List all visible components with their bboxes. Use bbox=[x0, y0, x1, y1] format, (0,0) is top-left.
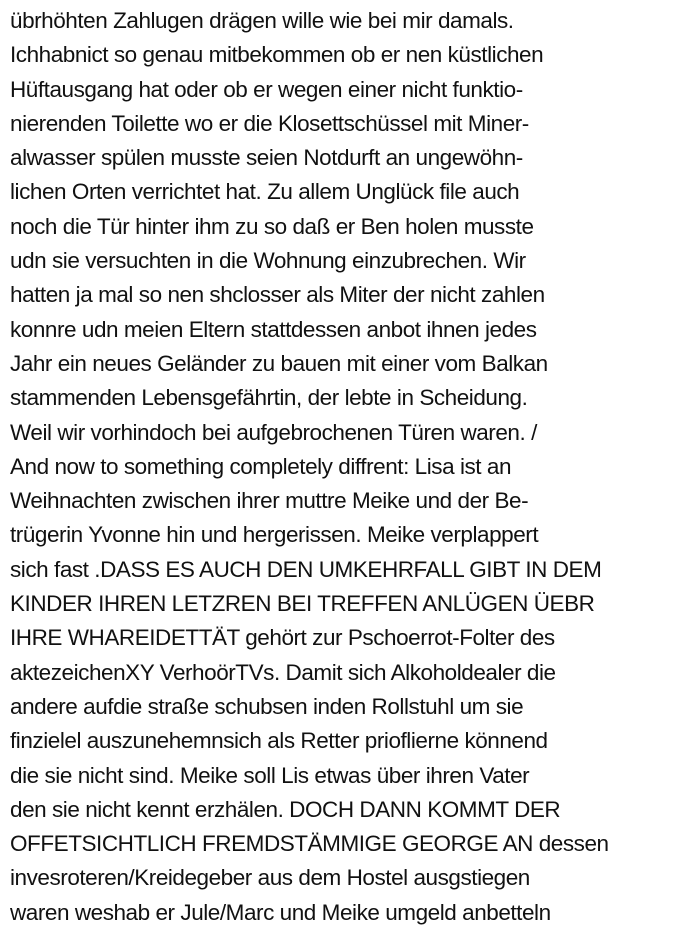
text-line: trügerin Yvonne hin und hergerissen. Meike verplappert bbox=[10, 522, 539, 548]
text-line: die sie nicht sind. Meike soll Lis etwas über ihren Vater bbox=[10, 762, 530, 788]
text-line: Weihnachten zwischen ihrer muttre Meike und der Be- bbox=[10, 488, 529, 514]
text-line: stammenden Lebensgefährtin, der lebte in Scheidung. bbox=[10, 385, 528, 411]
body-text bbox=[10, 4, 682, 930]
text-line: And now to something completely diffrent: Lisa ist an bbox=[10, 453, 512, 479]
text-line: sich fast .DASS ES AUCH DEN UMKEHRFALL GIBT IN DEM bbox=[10, 556, 602, 582]
text-line: andere aufdie straße schubsen inden Rollstuhl um sie bbox=[10, 693, 524, 719]
text-line: invesroteren/Kreidegeber aus dem Hostel ausgstiegen bbox=[10, 865, 530, 891]
text-line: übrhöhten Zahlugen drägen wille wie bei mir damals. bbox=[10, 8, 514, 33]
text-line: Hüftausgang hat oder ob er wegen einer nicht funktio- bbox=[10, 76, 523, 102]
text-line: noch die Tür hinter ihm zu so daß er Ben holen musste bbox=[10, 213, 534, 239]
text-line: Ichhabnict so genau mitbekommen ob er nen küstlichen bbox=[10, 42, 544, 68]
text-line: udn sie versuchten in die Wohnung einzubrechen. Wir bbox=[10, 248, 526, 274]
text-line: Weil wir vorhindoch bei aufgebrochenen Türen waren. / bbox=[10, 419, 537, 445]
text-line: konnre udn meien Eltern stattdessen anbot ihnen jedes bbox=[10, 316, 537, 342]
text-line: alwasser spülen musste seien Notdurft an ungewöhn- bbox=[10, 145, 523, 171]
text-line: OFFETSICHTLICH FREMDSTÄMMIGE GEORGE AN dessen bbox=[10, 831, 609, 857]
text-line: Jahr ein neues Geländer zu bauen mit einer vom Balkan bbox=[10, 350, 548, 376]
text-line: finzielel auszunehemnsich als Retter prioflierne könnend bbox=[10, 728, 548, 754]
text-line: KINDER IHREN LETZREN BEI TREFFEN ANLÜGEN ÜEBR bbox=[10, 591, 595, 617]
text-line: waren weshab er Jule/Marc und Meike umgeld anbetteln bbox=[10, 899, 551, 925]
text-line: hatten ja mal so nen shclosser als Miter der nicht zahlen bbox=[10, 282, 545, 308]
text-line: aktezeichenXY VerhoörTVs. Damit sich Alkoholdealer die bbox=[10, 659, 556, 685]
text-line: nierenden Toilette wo er die Klosettschüssel mit Miner- bbox=[10, 110, 529, 136]
text-line: den sie nicht kennt erzhälen. DOCH DANN KOMMT DER bbox=[10, 796, 561, 822]
text-line: lichen Orten verrichtet hat. Zu allem Unglück file auch bbox=[10, 179, 520, 205]
text-line: IHRE WHAREIDETTÄT gehört zur Pschoerrot-Folter des bbox=[10, 625, 555, 651]
